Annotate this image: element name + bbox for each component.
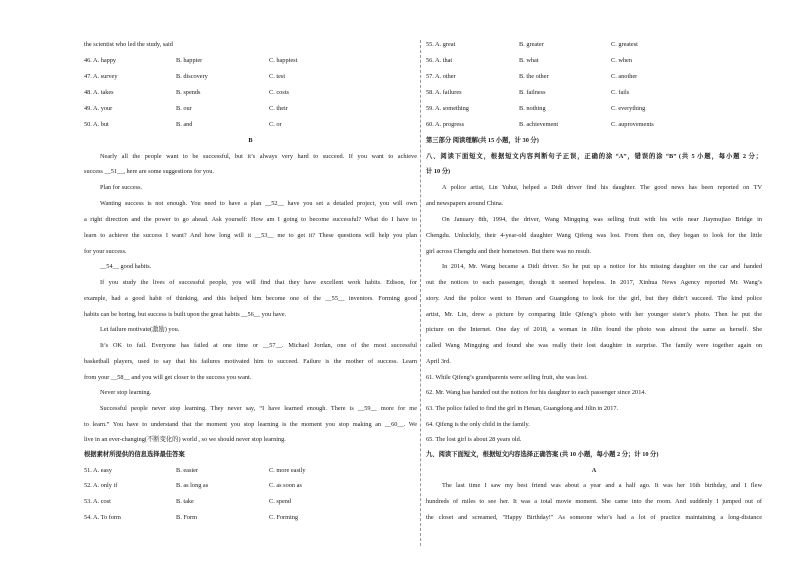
passage-line: hundreds of miles to see her. It was a total movie moment. She came into the room. And suddenly I jumped out of — [426, 498, 762, 505]
question-number: 46. — [84, 57, 92, 64]
statement-64: 64. Qifeng is the only child in the family. — [426, 421, 530, 428]
option-a[interactable]: A. great — [435, 41, 456, 48]
option-a[interactable]: A. takes — [93, 89, 114, 96]
passage-line: to learn.” You have to understand that the moment you stop learning is the moment you stop making an __60__. We — [84, 421, 417, 428]
part-three-heading: 第三部分 阅读理解(共 15 小题，计 30 分) — [426, 137, 539, 144]
option-c[interactable]: C. or — [269, 121, 282, 128]
passage-line: for your success. — [84, 248, 127, 255]
statement-61: 61. While Qifeng’s grandparents were selling fruit, she was lost. — [426, 374, 588, 381]
option-b[interactable]: B. greater — [519, 41, 544, 48]
passage-line: Nearly all the people want to be successful, but it’s always very hard to succeed. If you want to achieve — [100, 153, 417, 160]
option-a[interactable]: A. easy — [93, 467, 112, 474]
option-a[interactable]: A. but — [93, 121, 109, 128]
column-divider — [420, 40, 421, 546]
passage-line: out the notices to each passenger, though it seemed hopeless. In 2017, Xinhua News Agency reported Mr. Wang’s — [426, 279, 762, 286]
option-b[interactable]: B. discovery — [176, 73, 208, 80]
passage-line: A police artist, Lin Yuhui, helped a Didi driver find his daughter. The good news has been reported on TV — [442, 184, 762, 191]
passage-line: the closet and screamed, "Happy Birthday!" As someone who’s had a lot of practice maintaining a long-distance — [426, 514, 762, 521]
option-b[interactable]: B. our — [176, 105, 192, 112]
passage-line: basketball players, used to say that his failures motivated him to succeed. Failure is the mother of success. Learn — [84, 358, 417, 365]
option-a[interactable]: A. that — [435, 57, 453, 64]
instruction: 根据素材所提供的信息选择最佳答案 — [84, 451, 185, 458]
option-a[interactable]: A. only if — [93, 482, 118, 489]
passage-line: learn to achieve the success I want? And how long will it __53__ me to get it? These questions will help you plan — [84, 232, 417, 239]
option-b[interactable]: B. achievement — [519, 121, 559, 128]
option-b[interactable]: B. and — [176, 121, 193, 128]
option-b[interactable]: B. as long as — [176, 482, 209, 489]
option-c[interactable]: C. more easily — [269, 467, 306, 474]
question-number: 58. — [426, 89, 434, 96]
option-a[interactable]: A. your — [93, 105, 113, 112]
option-b[interactable]: B. easier — [176, 467, 199, 474]
passage-line: Successful people never stop learning. They never say, “I have learned enough. There is __59__ more for me — [100, 405, 417, 412]
option-c[interactable]: C. spend — [269, 498, 292, 505]
passage-line: On January 8th, 1994, the driver, Wang Mingqing was selling fruit with his wife near Jiaymujiao Bridge in — [442, 216, 762, 223]
passage-heading: Let failure motivate(激励) you. — [100, 326, 180, 333]
question-number: 53. — [84, 498, 92, 505]
option-c[interactable]: C. another — [611, 73, 638, 80]
passage-line: example, had a good habit of thinking, and this helped him become one of the __55__ inventors. Forming good — [84, 295, 417, 302]
passage-line: April 3rd. — [426, 358, 451, 365]
passage-line: girl across Chengdu and their hometown. But there was no result. — [426, 248, 592, 255]
question-number: 48. — [84, 89, 92, 96]
option-a[interactable]: A. something — [435, 105, 469, 112]
question-number: 57. — [426, 73, 434, 80]
option-b[interactable]: B. the other — [519, 73, 549, 80]
passage-line: Chengdu. Unluckily, their 4-year-old daughter Wang Qifeng was lost. From then on, they began to look for the little — [426, 232, 762, 239]
option-c[interactable]: C. everything — [611, 105, 646, 112]
option-b[interactable]: B. failness — [519, 89, 546, 96]
passage-heading: Plan for success. — [100, 184, 143, 191]
option-a[interactable]: A. progress — [435, 121, 465, 128]
passage-line: from your __58__ and you will get closer to the success you want. — [84, 374, 252, 381]
part-eight-heading: 八、阅读下面短文，根据短文内容判断句子正误，正确的涂 “A”，错误的涂 “B” (共 5 小题，每小题 2 分； — [426, 153, 762, 160]
question-number: 59. — [426, 105, 434, 112]
option-c[interactable]: C. test — [269, 73, 286, 80]
passage-line: called Wang Mingqing and found she was really their lost daughter in surprise. The family were together again on — [426, 342, 762, 349]
statement-62: 62. Mr. Wang has handed out the notices for his daughter to each passenger since 2014. — [426, 389, 647, 396]
option-c[interactable]: C. fails — [611, 89, 630, 96]
question-number: 51. — [84, 467, 92, 474]
option-a[interactable]: A. happy — [93, 57, 117, 64]
option-b[interactable]: B. spends — [176, 89, 201, 96]
option-b[interactable]: B. take — [176, 498, 194, 505]
option-a[interactable]: A. cost — [93, 498, 111, 505]
option-a[interactable]: A. To form — [93, 514, 121, 521]
statement-63: 63. The police failed to find the girl in Henan, Guangdong and Jilin in 2017. — [426, 405, 619, 412]
passage-line: Wanting success is not enough. You need to have a plan __52__ have you set a detailed project, you will own — [100, 200, 417, 207]
option-c[interactable]: C. Forming — [269, 514, 299, 521]
question-number: 54. — [84, 514, 92, 521]
question-number: 56. — [426, 57, 434, 64]
passage-line: picture on the Internet. One day of 2018, a woman in Jilin found the photo was almost the same as herself. She — [426, 326, 762, 333]
passage-line: If you study the lives of successful people, you will find that they have excellent work habits. Edison, for — [100, 279, 417, 286]
option-b[interactable]: B. nothing — [519, 105, 546, 112]
passage-line: story. And the police went to Henan and Guangdong to look for the girl, but they didn’t succeed. The kind police — [426, 295, 762, 302]
question-number: 52. — [84, 482, 92, 489]
passage-line: success __51__, here are some suggestions for you. — [84, 168, 214, 175]
section-heading-b: B — [248, 137, 253, 144]
part-nine-heading: 九、阅读下面短文，根据短文内容选择正确答案 (共 10 小题，每小题 2 分；计 10 分) — [426, 451, 659, 458]
option-b[interactable]: B. happier — [176, 57, 203, 64]
option-a[interactable]: A. other — [435, 73, 456, 80]
passage-heading: __54__ good habits. — [100, 263, 152, 270]
question-number: 60. — [426, 121, 434, 128]
question-number: 47. — [84, 73, 92, 80]
question-number: 49. — [84, 105, 92, 112]
option-a[interactable]: A. failures — [435, 89, 462, 96]
option-c[interactable]: C. their — [269, 105, 288, 112]
passage-line: It’s OK to fail. Everyone has failed at one time or __57__. Michael Jordan, one of the most successful — [100, 342, 417, 349]
passage-line: habits can be boring, but success is built upon the great habits __56__ you have. — [84, 311, 287, 318]
passage-line: and newspapers around China. — [426, 200, 504, 207]
section-heading-a: A — [591, 467, 597, 474]
passage-line: In 2014, Mr. Wang became a Didi driver. So he put up a notice for his missing daughter on the car and handed — [442, 263, 762, 270]
question-number: 55. — [426, 41, 434, 48]
option-c[interactable]: C. greatest — [611, 41, 638, 48]
option-c[interactable]: C. happiest — [269, 57, 298, 64]
intro-tail: the scientist who led the study, said — [84, 41, 173, 48]
option-c[interactable]: C. costs — [269, 89, 289, 96]
option-b[interactable]: B. Form — [176, 514, 197, 521]
passage-line: a right direction and the power to go ahead. Ask yourself: How am I going to become successful? What do I have to — [84, 216, 417, 223]
option-c[interactable]: C. auprovements — [611, 121, 654, 128]
option-c[interactable]: C. as soon as — [269, 482, 302, 489]
statement-65: 65. The lost girl is about 28 years old. — [426, 436, 522, 443]
option-c[interactable]: C. when — [611, 57, 632, 64]
passage-heading: Never stop learning. — [100, 389, 152, 396]
passage-line: artist, Mr. Lin, drew a picture by comparing little Qifeng’s photo with her younger sister’s photo. Then he put the — [426, 311, 762, 318]
passage-line: live in an ever-changing(不断变化的) world , so we should never stop learning. — [84, 436, 286, 443]
option-b[interactable]: B. what — [519, 57, 539, 64]
passage-line: The last time I saw my best friend was about a year and a half ago. It was her 16th birthday, and I flew — [442, 482, 762, 489]
question-number: 50. — [84, 121, 92, 128]
part-eight-heading-cont: 计 10 分) — [426, 168, 451, 175]
option-a[interactable]: A. survey — [93, 73, 118, 80]
